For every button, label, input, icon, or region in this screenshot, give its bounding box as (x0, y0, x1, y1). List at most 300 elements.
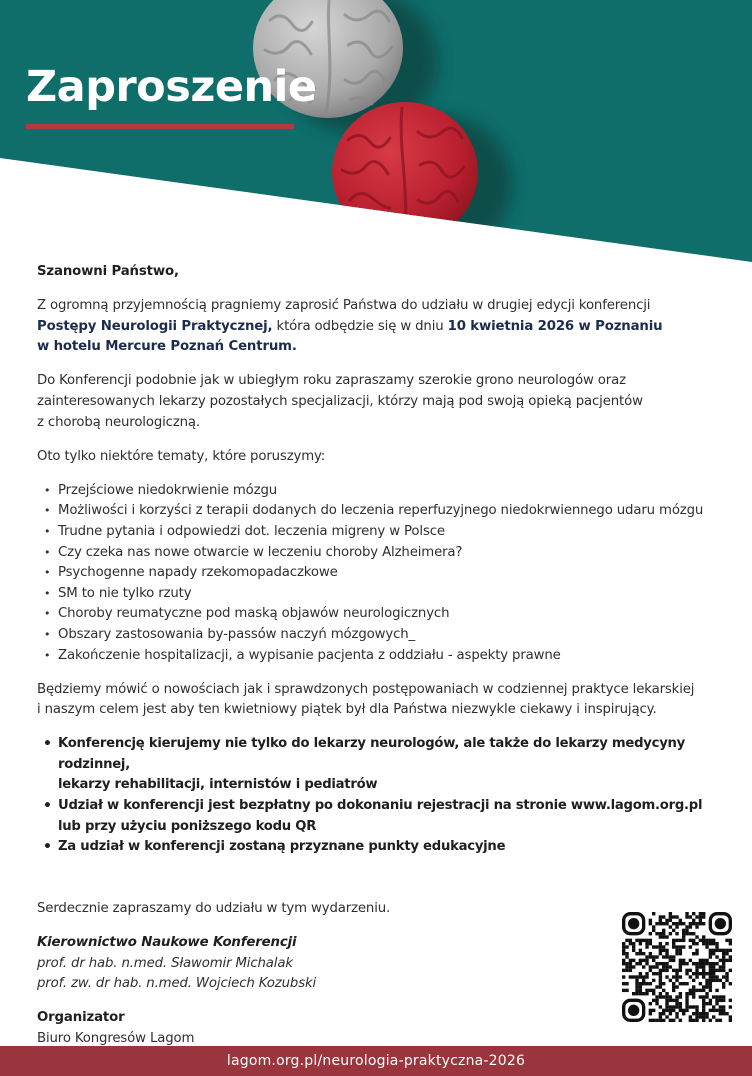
qr-module (702, 1009, 705, 1012)
qr-module (659, 995, 662, 998)
qr-module (712, 942, 715, 945)
qr-module (672, 945, 675, 948)
qr-module (692, 1019, 695, 1022)
qr-module (702, 912, 705, 915)
qr-module (725, 975, 728, 978)
invitation-line: Do Konferencji podobnie jak w ubiegłym roku zapraszamy szerokie grono neurologów oraz (37, 373, 626, 389)
qr-module (669, 1012, 672, 1015)
intro-text-middle: która odbędzie się w dniu (272, 318, 448, 334)
qr-module (682, 939, 685, 942)
qr-module (699, 962, 702, 965)
qr-module (632, 945, 635, 948)
qr-module (695, 989, 698, 992)
qr-finder-inner (628, 918, 639, 929)
qr-module (669, 979, 672, 982)
qr-module (659, 919, 662, 922)
qr-module (645, 955, 648, 958)
qr-module (685, 982, 688, 985)
qr-module (659, 942, 662, 945)
qr-module (649, 1012, 652, 1015)
qr-module (712, 952, 715, 955)
qr-module (665, 1009, 668, 1012)
qr-module (692, 919, 695, 922)
qr-module (622, 952, 625, 955)
qr-module (715, 995, 718, 998)
qr-module (692, 952, 695, 955)
qr-module (702, 969, 705, 972)
qr-module (669, 955, 672, 958)
qr-module (652, 989, 655, 992)
qr-module (679, 1005, 682, 1008)
qr-module (699, 989, 702, 992)
qr-module (669, 959, 672, 962)
qr-module (702, 1012, 705, 1015)
qr-module (649, 952, 652, 955)
qr-module (659, 975, 662, 978)
qr-module (655, 999, 658, 1002)
qr-module (702, 962, 705, 965)
qr-module (702, 922, 705, 925)
qr-module (675, 1015, 678, 1018)
qr-module (642, 959, 645, 962)
qr-module (712, 965, 715, 968)
qr-module (645, 962, 648, 965)
key-point-line: Konferencję kierujemy nie tylko do lekarzy neurologów, ale także do lekarzy medycyny rodzinnej, (58, 736, 686, 772)
qr-module (702, 915, 705, 918)
qr-module (655, 972, 658, 975)
qr-module (652, 1009, 655, 1012)
qr-module (729, 959, 732, 962)
qr-module (712, 972, 715, 975)
qr-module (679, 939, 682, 942)
qr-module (709, 962, 712, 965)
qr-module (719, 965, 722, 968)
qr-module (669, 919, 672, 922)
qr-module (692, 1005, 695, 1008)
qr-module (625, 989, 628, 992)
qr-module (699, 972, 702, 975)
qr-module (729, 949, 732, 952)
qr-module (709, 939, 712, 942)
qr-module (662, 932, 665, 935)
qr-module (675, 915, 678, 918)
qr-module (629, 939, 632, 942)
qr-module (729, 1019, 732, 1022)
qr-module (682, 982, 685, 985)
conference-name: Postępy Neurologii Praktycznej, (37, 318, 273, 334)
qr-module (679, 952, 682, 955)
qr-module (722, 999, 725, 1002)
qr-module (689, 975, 692, 978)
qr-module (659, 945, 662, 948)
qr-module (685, 915, 688, 918)
qr-module (672, 999, 675, 1002)
qr-module (652, 965, 655, 968)
qr-module (655, 1019, 658, 1022)
qr-module (722, 1012, 725, 1015)
qr-module (675, 939, 678, 942)
qr-module (665, 995, 668, 998)
qr-module (702, 995, 705, 998)
qr-module (635, 952, 638, 955)
qr-module (672, 989, 675, 992)
qr-module (689, 969, 692, 972)
invite-line: Serdecznie zapraszamy do udziału w tym wydarzeniu. (37, 900, 391, 916)
qr-module (702, 1015, 705, 1018)
qr-module (712, 995, 715, 998)
qr-module (635, 985, 638, 988)
qr-module (709, 985, 712, 988)
qr-module (715, 999, 718, 1002)
qr-module (665, 952, 668, 955)
qr-module (672, 969, 675, 972)
qr-module (699, 915, 702, 918)
qr-module (659, 992, 662, 995)
key-point-line: lub przy użyciu poniższego kodu QR (58, 818, 317, 834)
qr-module (662, 982, 665, 985)
qr-module (675, 975, 678, 978)
qr-module (649, 969, 652, 972)
qr-module (652, 945, 655, 948)
qr-module (672, 915, 675, 918)
qr-module (669, 925, 672, 928)
qr-module (722, 965, 725, 968)
qr-module (659, 922, 662, 925)
qr-module (682, 1012, 685, 1015)
qr-module (682, 945, 685, 948)
qr-module (699, 1015, 702, 1018)
qr-module (622, 969, 625, 972)
qr-module (679, 1009, 682, 1012)
hero-banner (0, 0, 752, 265)
qr-module (649, 919, 652, 922)
qr-module (682, 932, 685, 935)
qr-module (715, 962, 718, 965)
topic-item: • Czy czeka nas nowe otwarcie w leczeniu choroby Alzheimera? (37, 543, 747, 564)
qr-module (662, 1012, 665, 1015)
qr-module (645, 982, 648, 985)
qr-module (685, 1005, 688, 1008)
qr-module (725, 952, 728, 955)
qr-module (672, 939, 675, 942)
qr-module (665, 955, 668, 958)
qr-module (709, 965, 712, 968)
qr-module (692, 979, 695, 982)
qr-module (689, 932, 692, 935)
qr-module (695, 972, 698, 975)
qr-module (719, 949, 722, 952)
qr-module (712, 979, 715, 982)
qr-module (692, 989, 695, 992)
qr-module (655, 985, 658, 988)
key-point-line: Udział w konferencji jest bezpłatny po dokonaniu rejestracji na stronie www.lagom.org.pl (58, 798, 703, 814)
qr-module (675, 985, 678, 988)
key-point-line: Za udział w konferencji zostaną przyznane punkty edukacyjne (58, 839, 506, 855)
qr-module (685, 1002, 688, 1005)
qr-module (639, 939, 642, 942)
qr-module (632, 965, 635, 968)
qr-module (699, 995, 702, 998)
qr-module (695, 1005, 698, 1008)
topic-item: • Możliwości i korzyści z terapii dodanych do leczenia reperfuzyjnego niedokrwiennego udaru mózgu (37, 501, 747, 522)
qr-module (662, 929, 665, 932)
qr-module (659, 985, 662, 988)
qr-module (652, 979, 655, 982)
qr-module (705, 945, 708, 948)
qr-module (682, 935, 685, 938)
qr-module (675, 922, 678, 925)
qr-module (639, 975, 642, 978)
qr-module (705, 995, 708, 998)
footer-bar (0, 1046, 752, 1076)
qr-module (702, 959, 705, 962)
qr-module (689, 989, 692, 992)
qr-module (679, 962, 682, 965)
qr-module (662, 965, 665, 968)
qr-module (719, 1009, 722, 1012)
qr-module (705, 942, 708, 945)
qr-module (642, 992, 645, 995)
qr-module (672, 975, 675, 978)
qr-module (655, 945, 658, 948)
qr-module (682, 929, 685, 932)
qr-module (709, 1002, 712, 1005)
qr-module (689, 915, 692, 918)
qr-module (689, 925, 692, 928)
topic-item: • Trudne pytania i odpowiedzi dot. leczenia migreny w Polsce (37, 522, 747, 543)
qr-module (722, 982, 725, 985)
qr-module (675, 979, 678, 982)
qr-module (702, 999, 705, 1002)
qr-module (632, 949, 635, 952)
qr-module (652, 972, 655, 975)
qr-module (709, 999, 712, 1002)
qr-module (659, 969, 662, 972)
qr-module (719, 979, 722, 982)
qr-module (645, 945, 648, 948)
qr-module (679, 922, 682, 925)
qr-module (625, 945, 628, 948)
qr-module (692, 922, 695, 925)
qr-module (665, 965, 668, 968)
qr-module (722, 962, 725, 965)
qr-module (669, 995, 672, 998)
qr-module (672, 1009, 675, 1012)
qr-module (715, 1002, 718, 1005)
qr-module (632, 992, 635, 995)
qr-module (665, 992, 668, 995)
scientific-board-heading: Kierownictwo Naukowe Konferencji (37, 934, 297, 950)
qr-module (665, 999, 668, 1002)
qr-module (625, 952, 628, 955)
qr-module (709, 979, 712, 982)
key-point-item (37, 796, 747, 837)
qr-module (715, 975, 718, 978)
qr-module (622, 949, 625, 952)
qr-module (725, 979, 728, 982)
qr-module (659, 982, 662, 985)
qr-module (685, 962, 688, 965)
qr-module (662, 949, 665, 952)
key-point-item (37, 734, 747, 796)
qr-module (729, 969, 732, 972)
qr-module (722, 955, 725, 958)
qr-module (702, 942, 705, 945)
qr-module (689, 922, 692, 925)
qr-module (685, 929, 688, 932)
qr-module (715, 949, 718, 952)
qr-module (709, 1009, 712, 1012)
qr-module (622, 982, 625, 985)
qr-module (649, 942, 652, 945)
qr-module (669, 912, 672, 915)
invitation-paragraph (37, 371, 747, 433)
qr-module (729, 982, 732, 985)
qr-module (652, 925, 655, 928)
qr-module (692, 995, 695, 998)
qr-module (672, 922, 675, 925)
qr-module (702, 985, 705, 988)
qr-module (729, 942, 732, 945)
qr-module (662, 1019, 665, 1022)
qr-module (652, 992, 655, 995)
qr-module (655, 932, 658, 935)
qr-module (679, 965, 682, 968)
qr-code-icon[interactable] (622, 912, 732, 1022)
qr-module (719, 1019, 722, 1022)
invitation-line: z chorobą neurologiczną. (37, 414, 201, 430)
qr-module (652, 912, 655, 915)
qr-module (712, 962, 715, 965)
qr-module (715, 979, 718, 982)
organizer-name: Biuro Kongresów Lagom (37, 1030, 195, 1046)
qr-module (639, 985, 642, 988)
qr-module (639, 949, 642, 952)
qr-module (705, 959, 708, 962)
qr-module (692, 962, 695, 965)
qr-module (695, 962, 698, 965)
qr-module (665, 949, 668, 952)
footer-url-link[interactable]: lagom.org.pl/neurologia-praktyczna-2026 (226, 1053, 526, 1069)
closing-line: Będziemy mówić o nowościach jak i sprawdzonych postępowaniach w codziennej praktyce lekarskiej (37, 681, 695, 697)
topic-item: • Choroby reumatyczne pod maską objawów neurologicznych (37, 604, 747, 625)
qr-module (692, 932, 695, 935)
qr-module (679, 992, 682, 995)
qr-module (729, 1015, 732, 1018)
qr-module (709, 972, 712, 975)
qr-module (639, 982, 642, 985)
qr-module (659, 949, 662, 952)
qr-module (655, 962, 658, 965)
qr-module (639, 959, 642, 962)
qr-module (685, 969, 688, 972)
qr-module (642, 975, 645, 978)
qr-module (669, 1005, 672, 1008)
qr-module (639, 962, 642, 965)
qr-module (649, 1019, 652, 1022)
qr-module (645, 989, 648, 992)
key-points-list (37, 734, 747, 858)
qr-module (669, 932, 672, 935)
qr-module (662, 955, 665, 958)
qr-finder-inner (628, 1005, 639, 1016)
qr-module (662, 1009, 665, 1012)
qr-module (695, 1012, 698, 1015)
qr-module (659, 952, 662, 955)
qr-module (672, 942, 675, 945)
qr-module (635, 992, 638, 995)
qr-module (645, 942, 648, 945)
board-member: prof. dr hab. n.med. Sławomir Michalak (37, 955, 293, 971)
qr-module (635, 975, 638, 978)
qr-module (655, 1002, 658, 1005)
qr-module (679, 982, 682, 985)
qr-module (685, 995, 688, 998)
qr-module (665, 1002, 668, 1005)
qr-module (659, 972, 662, 975)
qr-module (705, 962, 708, 965)
qr-module (652, 955, 655, 958)
qr-module (715, 955, 718, 958)
qr-module (642, 965, 645, 968)
qr-module (625, 955, 628, 958)
qr-module (709, 969, 712, 972)
qr-module (649, 922, 652, 925)
qr-module (705, 982, 708, 985)
qr-module (702, 939, 705, 942)
qr-module (659, 915, 662, 918)
qr-module (622, 959, 625, 962)
qr-module (625, 965, 628, 968)
qr-module (699, 919, 702, 922)
qr-module (702, 935, 705, 938)
qr-module (675, 1005, 678, 1008)
qr-module (682, 962, 685, 965)
closing-paragraph (37, 680, 747, 721)
qr-module (649, 939, 652, 942)
qr-module (629, 969, 632, 972)
qr-module (679, 959, 682, 962)
qr-module (729, 955, 732, 958)
qr-module (702, 975, 705, 978)
qr-module (715, 1009, 718, 1012)
qr-module (655, 995, 658, 998)
qr-module (635, 982, 638, 985)
qr-module (692, 942, 695, 945)
qr-module (645, 992, 648, 995)
qr-module (642, 979, 645, 982)
qr-module (705, 1015, 708, 1018)
qr-module (715, 945, 718, 948)
qr-module (729, 1005, 732, 1008)
qr-module (722, 1009, 725, 1012)
qr-module (639, 942, 642, 945)
qr-module (665, 962, 668, 965)
qr-module (675, 945, 678, 948)
qr-module (659, 932, 662, 935)
qr-module (709, 952, 712, 955)
qr-module (722, 969, 725, 972)
qr-module (689, 1019, 692, 1022)
qr-module (695, 1019, 698, 1022)
qr-module (662, 989, 665, 992)
board-member: prof. zw. dr hab. n.med. Wojciech Kozubski (37, 976, 317, 992)
qr-module (645, 959, 648, 962)
qr-module (649, 989, 652, 992)
page-title: Zaproszenie (26, 62, 317, 112)
qr-module (712, 1005, 715, 1008)
qr-module (665, 1015, 668, 1018)
